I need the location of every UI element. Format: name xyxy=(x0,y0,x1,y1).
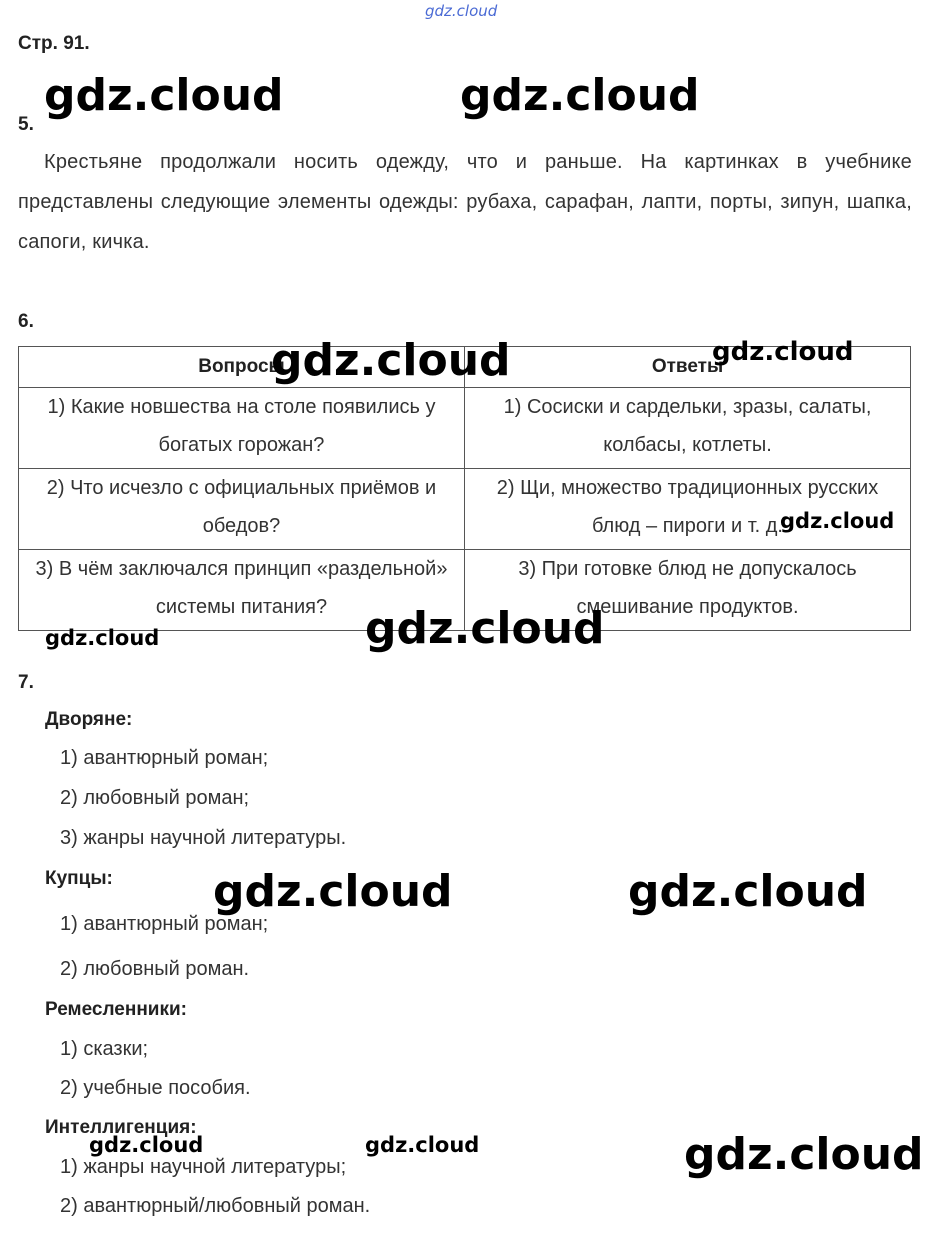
task-5-text-content: Крестьяне продолжали носить одежду, что и раньше. На картинках в учебнике представлены следующие элементы одежды: рубаха, сарафан, лапти, порты, зипун, шапка, сапоги, кичка. xyxy=(18,151,912,253)
answer-cell: 1) Сосиски и сардельки, зразы, салаты, колбасы, котлеты. xyxy=(465,388,911,469)
group-title-artisans: Ремесленники: xyxy=(45,999,187,1020)
watermark: gdz.cloud xyxy=(460,70,700,121)
task-5-text xyxy=(18,142,912,262)
watermark: gdz.cloud xyxy=(44,70,284,121)
table-row xyxy=(19,388,911,469)
list-item: 1) жанры научной литературы; xyxy=(60,1156,347,1178)
list-item: 2) авантюрный/любовный роман. xyxy=(60,1195,371,1217)
list-item: 1) авантюрный роман; xyxy=(60,747,269,769)
question-cell: 1) Какие новшества на столе появились у богатых горожан? xyxy=(19,388,465,469)
task-5-number: 5. xyxy=(18,114,34,135)
group-title-merchants: Купцы: xyxy=(45,868,113,889)
list-item: 2) любовный роман; xyxy=(60,787,250,809)
qa-table xyxy=(18,346,911,631)
watermark: gdz.cloud xyxy=(271,335,511,386)
list-item: 2) любовный роман. xyxy=(60,958,250,980)
watermark-top: gdz.cloud xyxy=(425,2,498,20)
list-item: 3) жанры научной литературы. xyxy=(60,827,347,849)
watermark: gdz.cloud xyxy=(684,1129,924,1180)
task-6-number: 6. xyxy=(18,311,34,332)
watermark: gdz.cloud xyxy=(628,866,868,917)
watermark: gdz.cloud xyxy=(712,337,854,367)
group-title-intelligentsia: Интеллигенция: xyxy=(45,1117,197,1138)
watermark: gdz.cloud xyxy=(365,603,605,654)
watermark: gdz.cloud xyxy=(45,626,160,650)
question-cell: 2) Что исчезло с официальных приёмов и обедов? xyxy=(19,469,465,550)
watermark: gdz.cloud xyxy=(89,1133,204,1157)
header-answers: Ответы xyxy=(465,347,911,388)
answer-cell: 2) Щи, множество традиционных русских блюд – пироги и т. д. xyxy=(465,469,911,550)
watermark: gdz.cloud xyxy=(365,1133,480,1157)
group-title-nobles: Дворяне: xyxy=(45,709,133,730)
header-questions: Вопросы xyxy=(19,347,465,388)
list-item: 2) учебные пособия. xyxy=(60,1077,251,1099)
page-label: Стр. 91. xyxy=(18,33,90,54)
list-item: 1) авантюрный роман; xyxy=(60,913,269,935)
list-item: 1) сказки; xyxy=(60,1038,149,1060)
watermark: gdz.cloud xyxy=(780,509,895,533)
watermark: gdz.cloud xyxy=(213,866,453,917)
table-row xyxy=(19,469,911,550)
question-cell: 3) В чём заключался принцип «раздельной» системы питания? xyxy=(19,550,465,631)
task-7-number: 7. xyxy=(18,672,34,693)
answer-cell: 3) При готовке блюд не допускалось смешивание продуктов. xyxy=(465,550,911,631)
